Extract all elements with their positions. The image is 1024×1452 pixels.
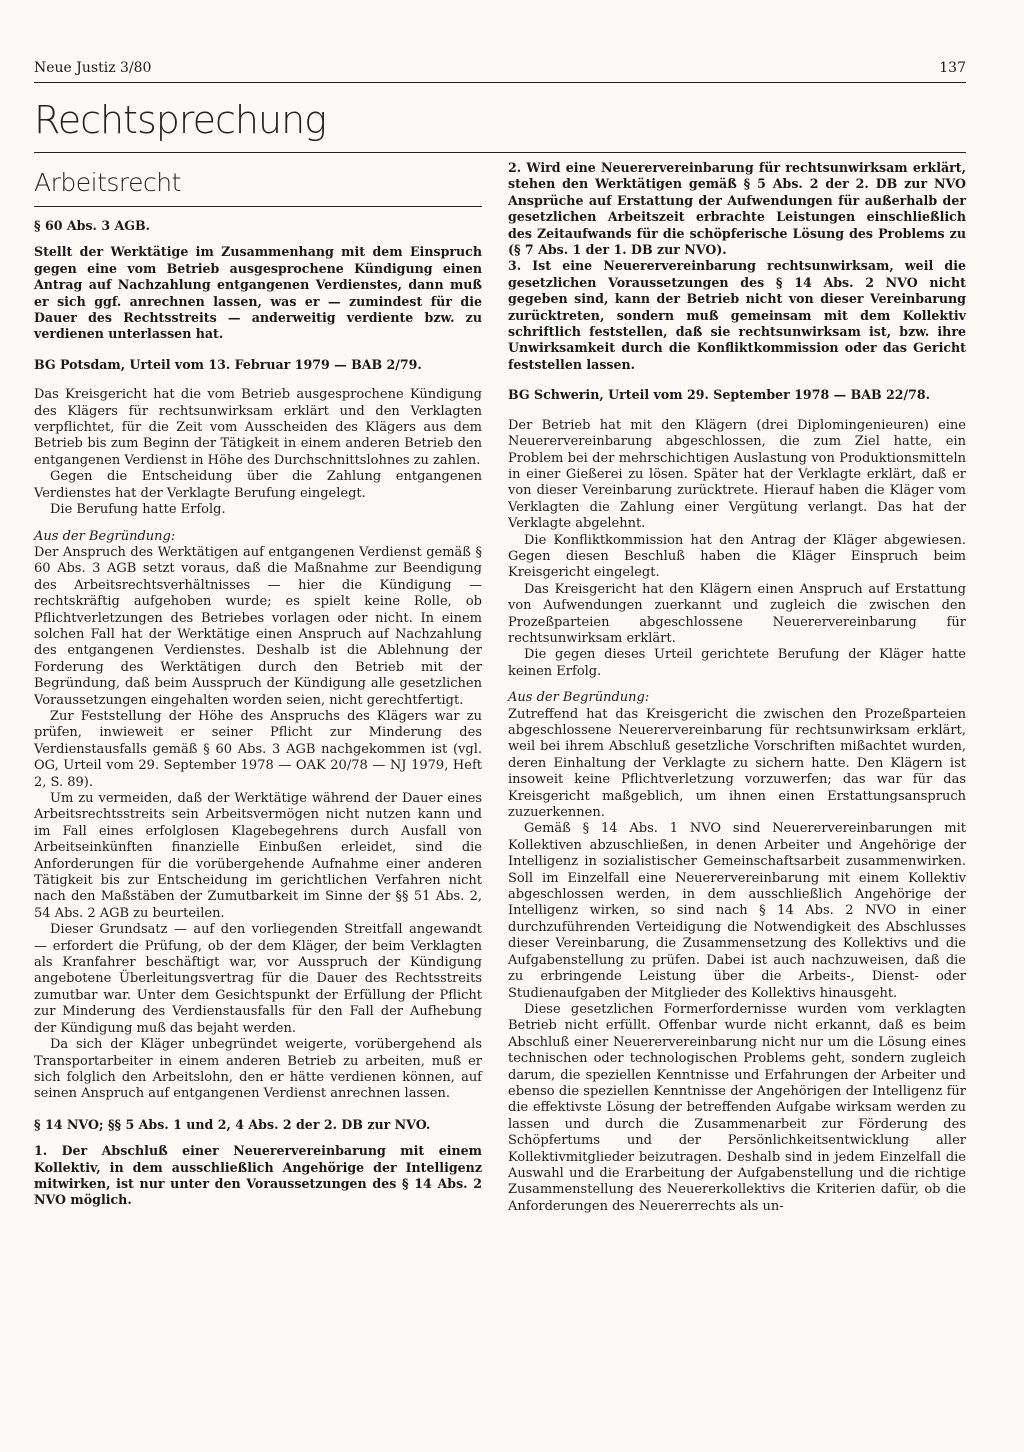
case2-facts-3: Das Kreisgericht hat den Klägern einen Anspruch auf Erstattung von Aufwendungen zuerkannt und zugleich die zwischen den Prozeßparteien abgeschlossene Neuerervereinbarung für rechtsunwirksam erklärt. <box>508 581 966 646</box>
case2-reasons-2: Gemäß § 14 Abs. 1 NVO sind Neuerervereinbarungen mit Kollektiven abzuschließen, in denen Arbeiter und Angehörige der Intelligenz in sozialistischer Gemeinschaftsarbeit zusammenwirken. Soll im Einzelfall eine Neuerervereinbarung mit einem Kollektiv abgeschlossen werden, in dem ausschließlich Angehörige der Intelligenz wirken, so sind nach § 14 Abs. 2 NVO in einer durchzuführenden Verteidigung die Notwendigkeit des Abschlusses dieser Vereinbarung, die Zusammensetzung des Kollektivs und die Aufgabenstellung zu prüfen. Dabei ist auch nachzuweisen, daß die zu erbringende Leistung über die Arbeits-, Dienst- oder Studienaufgaben der Mitglieder des Kollektivs hinausgeht. <box>508 821 966 1001</box>
case1-reasons-4: Dieser Grundsatz — auf den vorliegenden Streitfall angewandt — erfordert die Prüfung, ob der dem Kläger, der beim Verklagten als Kranfahrer beschäftigt war, vor Ausspruch der Kündigung angebotene Überleitungsvertrag für die Dauer des Rechtsstreits zumutbar war. Unter dem Gesichtspunkt der Erfüllung der Pflicht zur Minderung des Verdienstausfalls für den Fall der Aufhebung der Kündigung muß das bejaht werden. <box>34 922 482 1036</box>
case1-reasons-1: Der Anspruch des Werktätigen auf entgangenen Verdienst gemäß § 60 Abs. 3 AGB setzt voraus, daß die Maßnahme zur Beendigung des Arbeitsrechtsverhältnisses — hier die Kündigung — rechtskräftig aufgehoben wurde; es spielt keine Rolle, ob Pflichtverletzungen des Betriebes vorlagen oder nicht. In einem solchen Fall hat der Werktätige einen Anspruch auf Nachzahlung des entgangenen Verdienstes. Deshalb ist die Ablehnung der Forderung des Werktätigen durch den Betrieb mit der Begründung, daß beim Ausspruch der Kündigung alle gesetzlichen Voraussetzungen eingehalten worden seien, nicht gerechtfertigt. <box>34 544 482 708</box>
case2-facts-4: Die gegen dieses Urteil gerichtete Berufung der Kläger hatte keinen Erfolg. <box>508 647 966 679</box>
case1-facts-1: Das Kreisgericht hat die vom Betrieb ausgesprochene Kündigung des Klägers für rechtsunwirksam erklärt und den Verklagten verpflichtet, für die Zeit vom Ausscheiden des Klägers aus dem Betrieb bis zum Beginn der Tätigkeit in einem anderen Betrieb den entgangenen Verdienst in Höhe des Durchschnittslohnes zu zahlen. <box>34 387 482 468</box>
case1-court: BG Potsdam, Urteil vom 13. Februar 1979 — BAB 2/79. <box>34 356 422 372</box>
case2-facts-2: Die Konfliktkommission hat den Antrag der Kläger abgewiesen. Gegen diesen Beschluß haben die Kläger Einspruch beim Kreisgericht eingelegt. <box>508 532 966 581</box>
case1-reasons-2: Zur Feststellung der Höhe des Anspruchs des Klägers war zu prüfen, inwieweit er seiner Pflicht zur Minderung des Verdienstausfalls gemäß § 60 Abs. 3 AGB nachgekommen ist (vgl. OG, Urteil vom 29. September 1978 — OAK 20/78 — NJ 1979, Heft 2, S. 89). <box>34 708 482 790</box>
section-title: Rechtsprechung <box>34 98 326 142</box>
case1-reference: § 60 Abs. 3 AGB. <box>34 218 151 233</box>
page-header <box>34 60 966 83</box>
case1-reasons-5: Da sich der Kläger unbegründet weigerte, vorübergehend als Transportarbeiter in einem anderen Betrieb zu arbeiten, muß er sich folglich den Arbeitslohn, den er hätte verdienen können, auf seinen Anspruch auf entgangenen Verdienst anrechnen lassen. <box>34 1037 482 1102</box>
case2-headnote-1: 1. Der Abschluß einer Neuerervereinbarung mit einem Kollektiv, in dem ausschließlich Angehörige der Intelligenz mitwirken, ist nur unter den Voraussetzungen des § 14 Abs. 2 NVO möglich. <box>34 1143 482 1208</box>
page-number: 137 <box>939 60 966 76</box>
case1-headnote: Stellt der Werktätige im Zusammenhang mit dem Einspruch gegen eine vom Betrieb ausgesprochene Kündigung einen Antrag auf Nachzahlung entgangenen Verdienstes, dann muß er sich ggf. anrechnen lassen, was er — zumindest für die Dauer des Rechtsstreits — anderweitig verdiente bzw. zu verdienen unterlassen hat. <box>34 244 482 342</box>
case2-reasons-1: Zutreffend hat das Kreisgericht die zwischen den Prozeßparteien abgeschlossene Neuerervereinbarung für rechtsunwirksam erklärt, weil bei ihrem Abschluß gesetzliche Vorschriften mißachtet wurden, deren Einhaltung der Verklagte zu sichern hatte. Den Klägern ist insoweit keine Pflichtverletzung vorzuwerfen; das war für das Kreisgericht maßgeblich, um ihnen einen Erstattungsanspruch zuzuerkennen. <box>508 706 966 821</box>
case1-reasons-3: Um zu vermeiden, daß der Werktätige während der Dauer eines Arbeitsrechtsstreits sein Arbeitsvermögen nicht nutzen kann und im Fall eines erfolglosen Klagebegehrens durch Ausfall von Arbeitseinkünften finanzielle Einbußen erleidet, sind die Anforderungen für die vorübergehende Aufnahme einer anderen Tätigkeit bis zur Entscheidung im gerichtlichen Verfahren nicht nach den Maßstäben der Zumutbarkeit im Sinne der §§ 51 Abs. 2, 54 Abs. 2 AGB zu beurteilen. <box>34 791 482 921</box>
journal-issue: Neue Justiz 3/80 <box>34 60 152 76</box>
case2-reasons-3: Diese gesetzlichen Formerfordernisse wurden vom verklagten Betrieb nicht erfüllt. Offenbar wurde nicht erkannt, daß es beim Abschluß einer Neuerervereinbarung nicht nur um die Lösung eines technischen oder technologischen Problems geht, sondern zugleich darum, die speziellen Kenntnisse und Erfahrungen der Arbeiter und ebenso die speziellen Kenntnisse der Angehörigen der Intelligenz für die effektivste Lösung der betreffenden Aufgabe wirksam werden zu lassen und durch die Zusammenarbeit zur Förderung des Schöpfertums und der Persönlichkeitsentwicklung aller Kollektivmitglieder beizutragen. Deshalb sind in jedem Einzelfall die Auswahl und die Erarbeitung der Aufgabenstellung und die richtige Zusammenstellung des Neuererkollektivs die Kriterien dafür, ob die Anforderungen des Neuererrechts als un- <box>508 1001 966 1214</box>
left-column <box>34 218 482 1209</box>
case2-facts-1: Der Betrieb hat mit den Klägern (drei Diplomingenieuren) eine Neuerervereinbarung abgeschlossen, die zum Ziel hatte, ein Problem bei der mehrschichtigen Auslastung von Produktionsmitteln in einer Gießerei zu lösen. Später hat der Verklagte erklärt, daß er von dieser Vereinbarung zurücktrete. Hierauf haben die Kläger vom Verklagten die Zahlung einer Vergütung verlangt. Das hat der Verklagte abgelehnt. <box>508 417 966 532</box>
case1-facts-2: Gegen die Entscheidung über die Zahlung entgangenen Verdienstes hat der Verklagte Berufung eingelegt. <box>34 469 482 501</box>
case2-reasons-label: Aus der Begründung: <box>508 690 650 706</box>
case2-court: BG Schwerin, Urteil vom 29. September 1978 — BAB 22/78. <box>508 387 931 403</box>
right-column <box>508 160 966 1215</box>
case2-headnote-2: 2. Wird eine Neuerervereinbarung für rechtsunwirksam erklärt, stehen den Werktätigen gemäß § 5 Abs. 2 der 2. DB zur NVO Ansprüche auf Erstattung der Aufwendungen für außerhalb der gesetzlichen Arbeitszeit erbrachte Leistungen einschließlich des Zeitaufwands für die schöpferische Lösung des Problems zu (§ 7 Abs. 1 der 1. DB zur NVO). <box>508 160 966 258</box>
subsection-divider <box>34 206 482 207</box>
case1-facts-3: Die Berufung hatte Erfolg. <box>50 502 226 518</box>
case1-reasons-label: Aus der Begründung: <box>34 528 176 544</box>
case2-headnote-3: 3. Ist eine Neuerervereinbarung rechtsunwirksam, weil die gesetzlichen Voraussetzungen des § 14 Abs. 2 NVO nicht gegeben sind, kann der Betrieb nicht von dieser Vereinbarung zurücktreten, sondern muß gemeinsam mit dem Kollektiv schriftlich feststellen, daß sie rechtsunwirksam ist, bzw. ihre Unwirksamkeit durch die Konfliktkommission oder das Gericht feststellen lassen. <box>508 258 966 372</box>
case2-reference: § 14 NVO; §§ 5 Abs. 1 und 2, 4 Abs. 2 der 2. DB zur NVO. <box>34 1116 431 1132</box>
subsection-title: Arbeitsrecht <box>34 168 181 197</box>
title-divider <box>34 152 966 153</box>
